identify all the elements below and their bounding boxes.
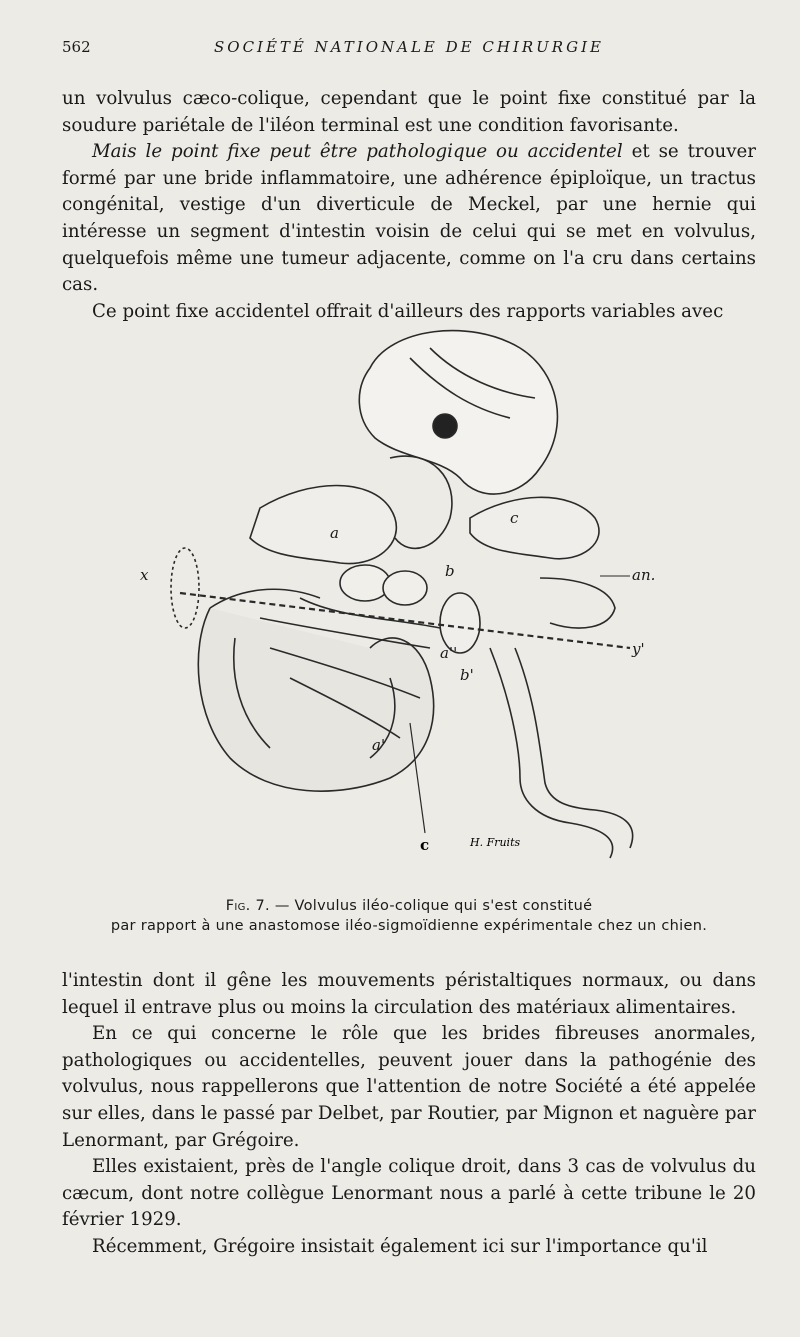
page-number: 562 xyxy=(62,38,91,56)
body-text-top xyxy=(62,86,756,325)
figure-illustration xyxy=(140,318,680,863)
colon-loop xyxy=(198,608,433,791)
journal-title: SOCIÉTÉ NATIONALE DE CHIRURGIE xyxy=(214,38,604,56)
running-head xyxy=(62,38,762,62)
paragraph: l'intestin dont il gêne les mouvements péristaltiques normaux, ou dans lequel il entrave plus ou moins la circulation des matériaux alimentaires. xyxy=(62,970,756,1018)
paragraph: En ce qui concerne le rôle que les brides fibreuses anormales, pathologiques ou accidentelles, peuvent jouer dans la pathogénie des volvulus, nous rappellerons que l'attention de notre Société a été appelée sur elles, dans le passé par Delbet, par Routier, par Mignon et naguère par Lenormant, par Grégoire. xyxy=(62,1023,756,1151)
paragraph: Elles existaient, près de l'angle colique droit, dans 3 cas de volvulus du cæcum, dont notre collègue Lenormant nous a parlé à cette tribune le 20 février 1929. xyxy=(62,1156,756,1231)
caption-line-1 xyxy=(62,896,756,916)
cecum-shape xyxy=(359,331,557,494)
loop-x xyxy=(171,548,199,628)
ileal-opening xyxy=(433,414,457,438)
label-a-double: a'' xyxy=(440,644,458,662)
artist-signature: H. Fruits xyxy=(470,836,521,849)
loop-c xyxy=(470,497,599,558)
label-a: a xyxy=(330,524,339,542)
intestinal-loop xyxy=(390,456,452,548)
label-c-top: c xyxy=(510,509,519,527)
figure-caption xyxy=(62,896,756,936)
caption-text: — Volvulus iléo-colique qui s'est constitué xyxy=(269,898,593,914)
paragraph: Ce point fixe accidentel offrait d'ailleurs des rapports variables avec xyxy=(92,300,724,322)
label-y: y' xyxy=(632,640,645,658)
italic-text: Mais le point fixe peut être pathologique ou accidentel xyxy=(92,141,623,163)
body-text-bottom xyxy=(62,968,756,1261)
label-b-prime: b' xyxy=(460,666,474,684)
intestine-drawing xyxy=(140,318,680,863)
caption-line-2: par rapport à une anastomose iléo-sigmoïdienne expérimentale chez un chien. xyxy=(110,918,708,934)
label-x: x xyxy=(140,566,149,584)
paragraph-text: et se trouver formé par une bride inflammatoire, une adhérence épiploïque, un tractus congénital, vestige d'un diverticule de Meckel, par une hernie qui intéresse un segment d'intestin voisin de celui qui se met en volvulus, quelquefois même une tumeur adjacente, comme on l'a cru dans certains cas. xyxy=(62,141,756,296)
label-b: b xyxy=(445,562,455,580)
sigmoid-loop xyxy=(490,648,613,858)
label-c-bottom: c xyxy=(420,836,430,854)
label-a-prime: a' xyxy=(372,736,386,754)
label-an: an. xyxy=(632,566,656,584)
paragraph xyxy=(62,139,756,299)
paragraph: un volvulus cæco-colique, cependant que le point fixe constitué par la soudure pariétale de l'iléon terminal est une condition favorisante. xyxy=(62,88,756,136)
figure-label: Fig. 7. xyxy=(225,898,270,914)
paragraph: Récemment, Grégoire insistait également ici sur l'importance qu'il xyxy=(92,1235,708,1257)
